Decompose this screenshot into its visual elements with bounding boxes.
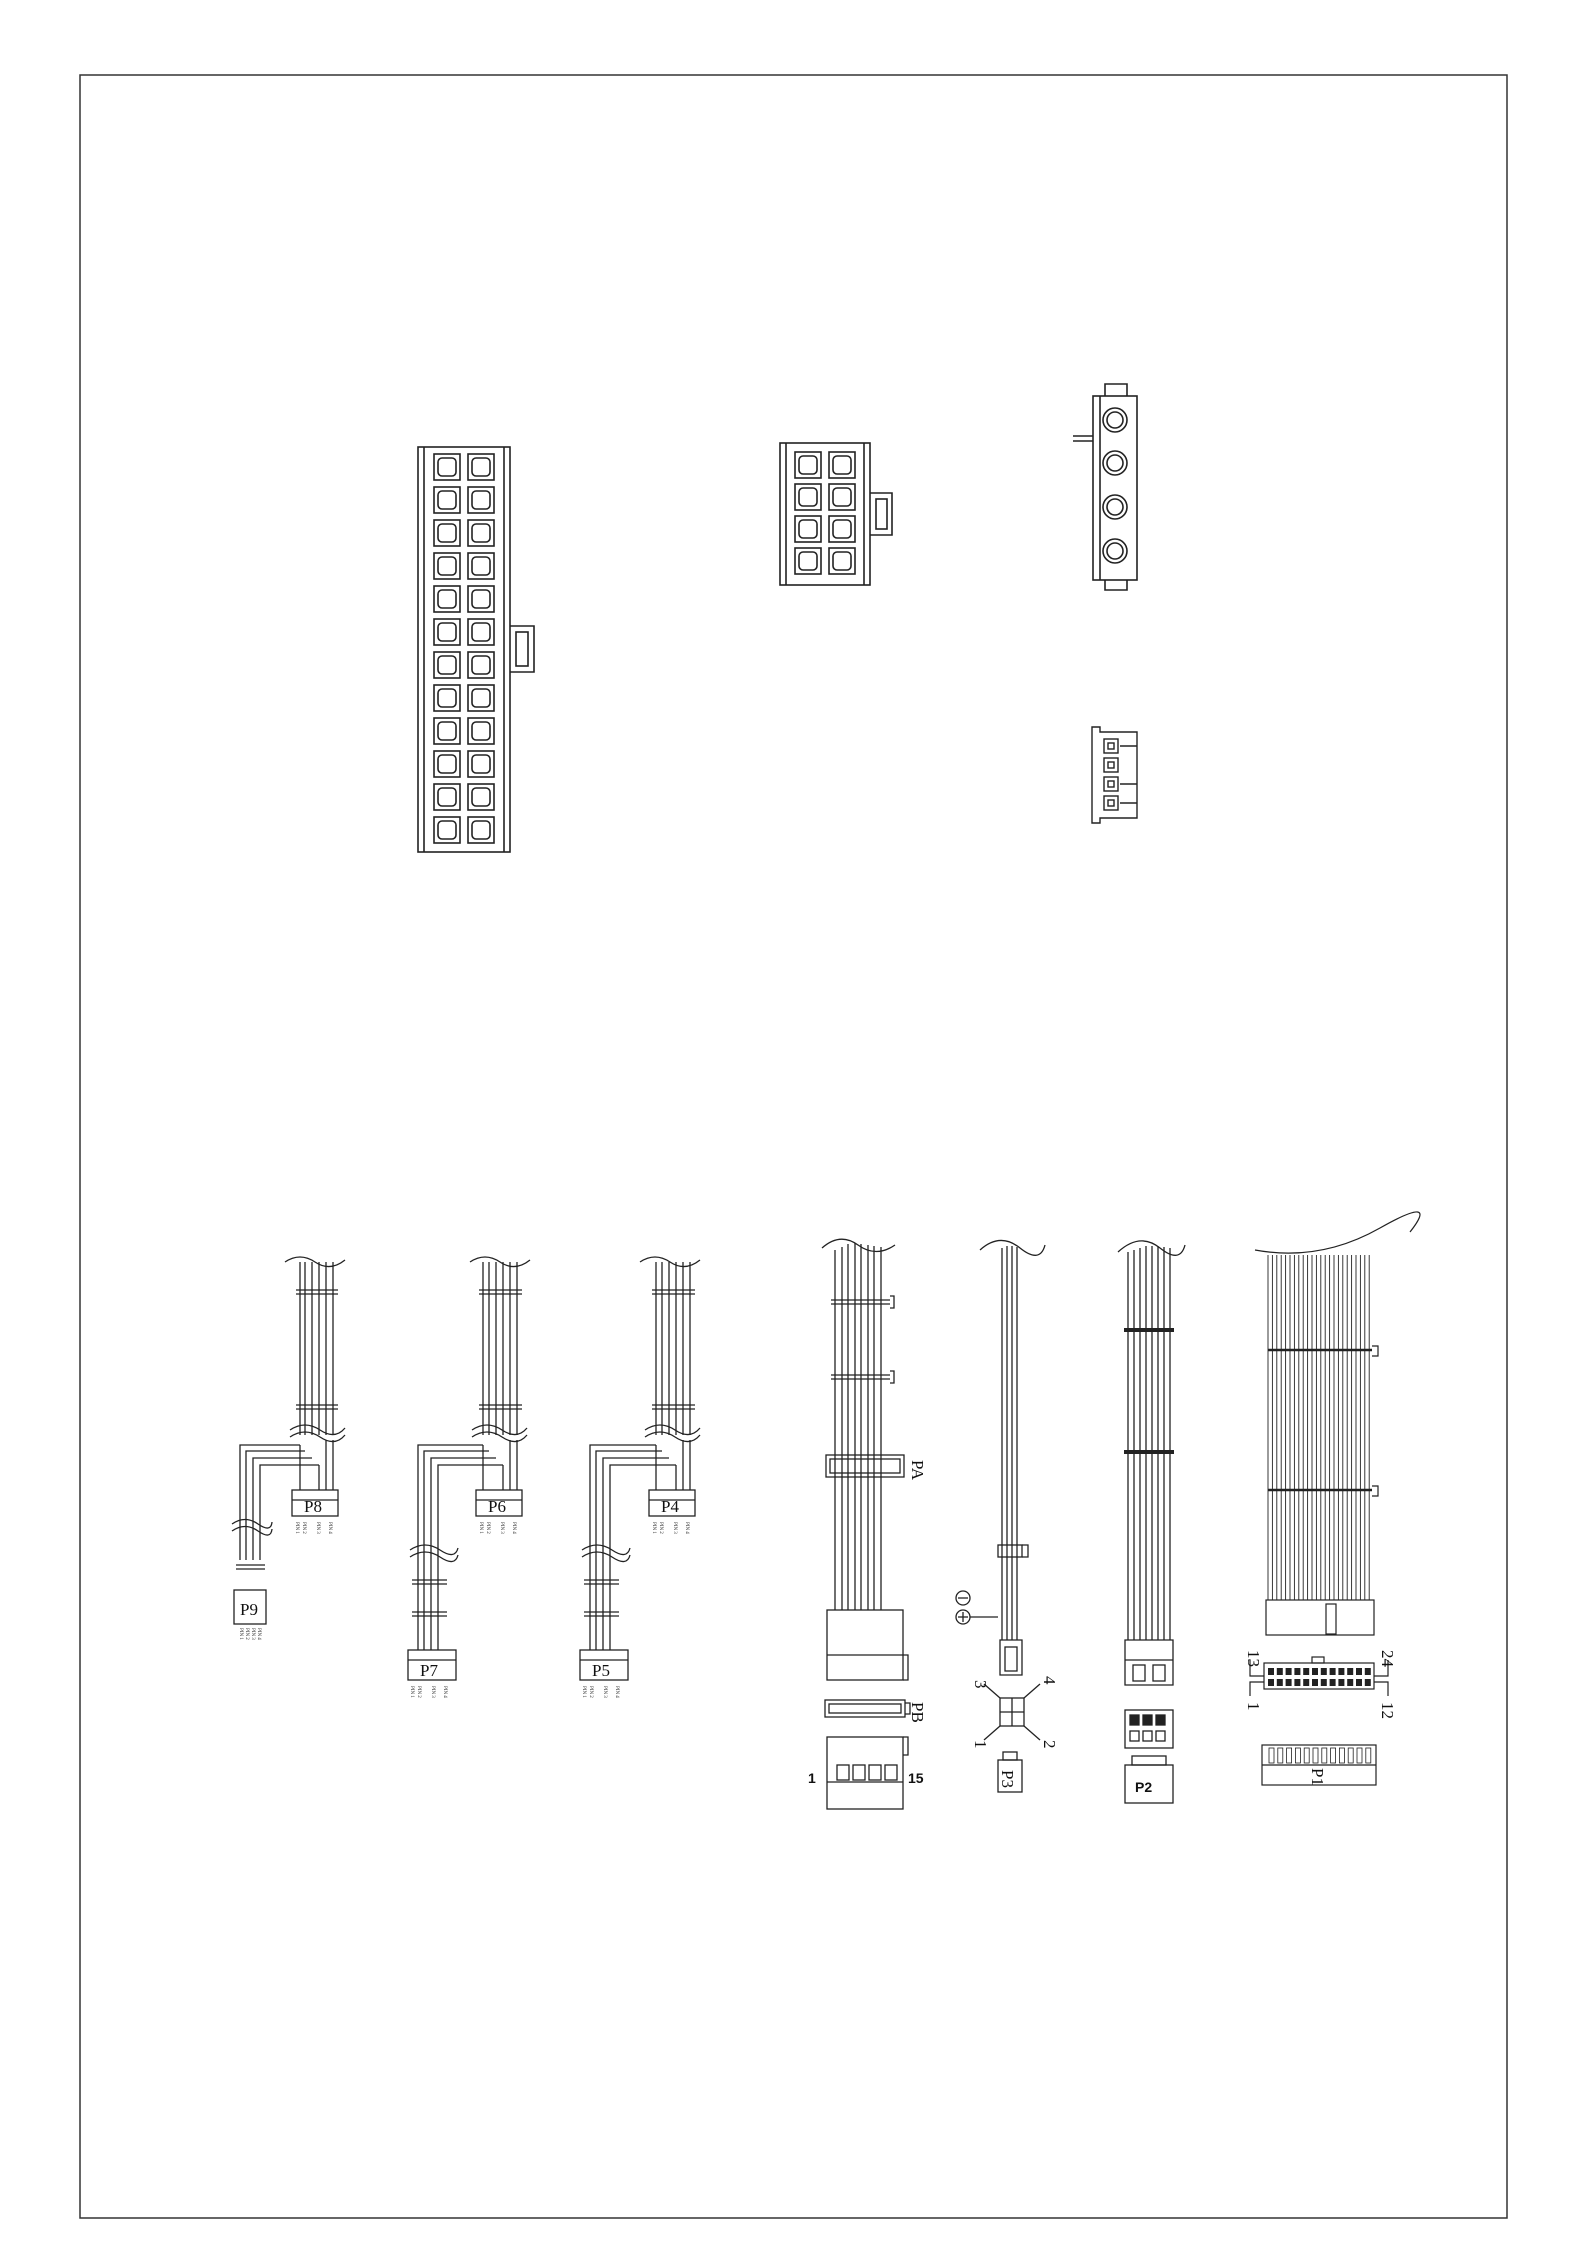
cable-p6-label: P6 [488,1497,506,1516]
p1-pin [1294,1668,1300,1675]
cable-p9-pin-labels [238,1628,261,1640]
page-border [80,75,1507,2218]
sata-pin-1-label: 1 [808,1770,816,1786]
cable-p6-p7 [408,1257,530,1680]
cable-p4-p5 [580,1257,700,1680]
p1-pin [1321,1668,1327,1675]
svg-text:PIN 4: PIN 4 [614,1686,619,1698]
svg-text:PIN 4: PIN 4 [511,1522,516,1534]
p1-pin [1330,1668,1336,1675]
svg-text:PIN 4: PIN 4 [684,1522,689,1534]
svg-text:PIN 2: PIN 2 [416,1686,421,1698]
svg-text:PIN 3: PIN 3 [499,1522,504,1534]
cable-p5-pin-labels [581,1686,619,1698]
p1-pin-12-label: 12 [1378,1702,1397,1719]
svg-text:PIN 1: PIN 1 [581,1686,586,1698]
svg-text:PIN 2: PIN 2 [658,1522,663,1534]
p1-pin [1277,1668,1283,1675]
p1-pin [1312,1679,1318,1686]
sata-pin-15-label: 15 [908,1770,924,1786]
p1-pin [1312,1668,1318,1675]
svg-text:PIN 3: PIN 3 [430,1686,435,1698]
svg-text:PIN 2: PIN 2 [485,1522,490,1534]
p1-pin [1268,1668,1274,1675]
p1-pin [1338,1668,1344,1675]
p3-pin-1-label: 1 [971,1740,990,1749]
cable-p6-pin-labels [478,1522,516,1534]
p1-pin [1277,1679,1283,1686]
floppy-4-pin-connector-face [1092,727,1137,823]
cable-p7-pin-labels [409,1686,447,1698]
p1-pin [1330,1679,1336,1686]
p1-pin [1321,1679,1327,1686]
svg-text:PIN 1: PIN 1 [409,1686,414,1698]
eps-8-body [780,443,870,585]
cable-p2 [1118,1241,1185,1803]
svg-text:PIN 2: PIN 2 [244,1628,249,1640]
p1-pin [1286,1679,1292,1686]
svg-text:PIN 2: PIN 2 [588,1686,593,1698]
svg-text:PIN 3: PIN 3 [602,1686,607,1698]
p3-pin-4-label: 4 [1040,1676,1059,1685]
p1-pin [1356,1679,1362,1686]
svg-text:PIN 3: PIN 3 [672,1522,677,1534]
cable-p2-label: P2 [1135,1779,1153,1795]
p3-pin-3-label: 3 [971,1680,990,1689]
p1-pin [1365,1668,1371,1675]
cable-p3 [956,1240,1045,1792]
svg-text:PIN 1: PIN 1 [238,1628,243,1640]
p1-pin [1286,1668,1292,1675]
p1-pin [1356,1668,1362,1675]
svg-text:PIN 4: PIN 4 [256,1628,261,1640]
svg-text:PIN 1: PIN 1 [651,1522,656,1534]
p3-pin-2-label: 2 [1040,1740,1059,1749]
p1-connector-pins [1268,1668,1371,1763]
svg-text:PIN 1: PIN 1 [478,1522,483,1534]
atx-24-pin-connector-face [418,447,534,852]
p1-pin [1268,1679,1274,1686]
cable-pa-label: PA [908,1460,927,1481]
p1-pin-24-label: 24 [1378,1650,1397,1667]
svg-text:PIN 3: PIN 3 [315,1522,320,1534]
cable-p1 [1250,1212,1420,1785]
eps-8-pin-connector-face [780,443,892,585]
cable-p8-label: P8 [304,1497,322,1516]
p1-pin [1347,1668,1353,1675]
cable-p4-pin-labels [651,1522,689,1534]
svg-text:PIN 2: PIN 2 [301,1522,306,1534]
p1-pin [1303,1668,1309,1675]
p1-pin [1303,1679,1309,1686]
cable-p9-label: P9 [240,1600,258,1619]
svg-text:PIN 4: PIN 4 [442,1686,447,1698]
p1-pin-13-label: 13 [1244,1650,1263,1667]
p1-pin [1365,1679,1371,1686]
svg-text:PIN 4: PIN 4 [327,1522,332,1534]
p1-pin [1347,1679,1353,1686]
cable-p4-label: P4 [661,1497,679,1516]
cable-p8-p9 [232,1257,345,1624]
atx-24-latch [510,626,534,672]
cable-p5-label: P5 [592,1661,610,1680]
p1-pin [1294,1679,1300,1686]
cable-sata [822,1239,910,1809]
svg-text:PIN 3: PIN 3 [250,1628,255,1640]
cable-p1-label: P1 [1308,1768,1327,1786]
svg-text:PIN 1: PIN 1 [294,1522,299,1534]
p1-pin [1338,1679,1344,1686]
p1-pin-1-label: 1 [1244,1702,1263,1711]
cable-p7-label: P7 [420,1661,438,1680]
atx-24-body [418,447,510,852]
cable-p8-pin-labels [294,1522,332,1534]
molex-4-pin-connector-face [1073,384,1137,590]
cable-p3-label: P3 [998,1770,1017,1788]
cable-pb-label: PB [908,1702,927,1723]
